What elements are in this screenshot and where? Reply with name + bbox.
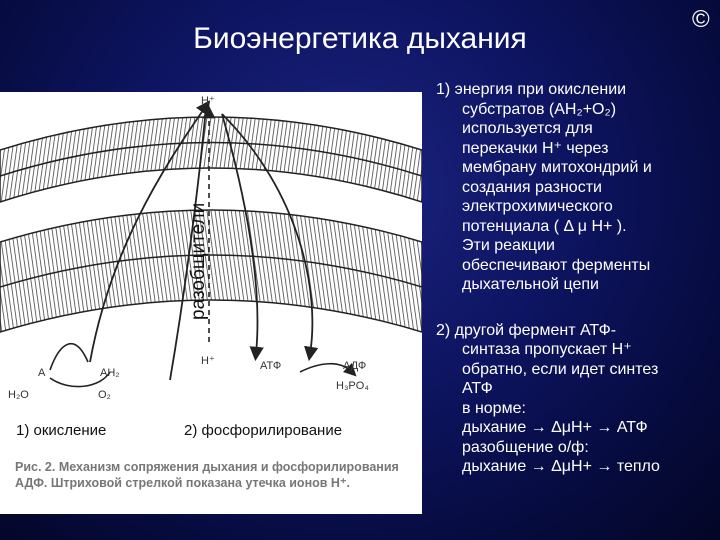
- point-1-line: мембрану митохондрий и: [462, 159, 652, 176]
- figure-panel: [0, 92, 422, 514]
- label-ah2: AH₂: [100, 367, 120, 379]
- point-2-line: разобщение о/ф:: [462, 438, 589, 456]
- point-1-line: дыхательной цепи: [462, 276, 599, 293]
- point-2: [436, 321, 714, 477]
- slide-title: Биоэнергетика дыхания: [193, 22, 527, 55]
- point-2-line: в норме:: [462, 399, 526, 417]
- copyright-symbol: ©: [692, 6, 710, 33]
- point-1-line: субстратов (АН₂+О₂): [462, 100, 617, 118]
- point-2-line: дыхание → ΔμH+ → АТФ: [462, 419, 648, 436]
- label-h2o: H₂O: [8, 389, 29, 401]
- point-2-line: обратно, если идет синтез: [462, 360, 659, 378]
- point-1-line: Эти реакции: [462, 237, 555, 254]
- proton-label-top: H⁺: [201, 95, 215, 107]
- point-2-line: дыхание → ΔμH+ → тепло: [462, 458, 660, 475]
- point-2-line: синтаза пропускает Н⁺: [462, 341, 632, 358]
- label-o2: O₂: [98, 389, 111, 401]
- figure-caption: Рис. 2. Механизм сопряжения дыхания и фосфорилирования АДФ. Штриховой стрелкой показана утечка ионов H⁺.: [15, 460, 399, 490]
- point-1-line: используется для: [462, 120, 593, 137]
- point-1-line: потенциала ( Δ μ H+ ).: [462, 217, 627, 235]
- point-1-line: электрохимического: [462, 198, 613, 215]
- label-adf: АДФ: [343, 360, 367, 372]
- point-1: [436, 80, 714, 295]
- point-2-line: 2) другой фермент АТФ-: [436, 321, 617, 339]
- membrane-diagram: [0, 92, 422, 514]
- point-1-line: обеспечивают ферменты: [462, 256, 651, 274]
- explanation-text: [436, 80, 714, 477]
- point-1-line: 1) энергия при окислении: [436, 81, 627, 98]
- uncoupler-label: разобщители: [188, 202, 209, 320]
- label-h3po4: H₃PO₄: [336, 380, 369, 392]
- proton-label-bottom: H⁺: [201, 355, 215, 367]
- point-2-line: АТФ: [462, 380, 493, 397]
- point-1-line: создания разности: [462, 178, 602, 196]
- process-oxidation-label: 1) окисление: [16, 422, 107, 439]
- label-a: A: [38, 367, 46, 379]
- process-phosphorylation-label: 2) фосфорилирование: [184, 422, 343, 439]
- label-atf: АТФ: [260, 360, 282, 372]
- point-1-line: перекачки Н⁺ через: [462, 139, 609, 157]
